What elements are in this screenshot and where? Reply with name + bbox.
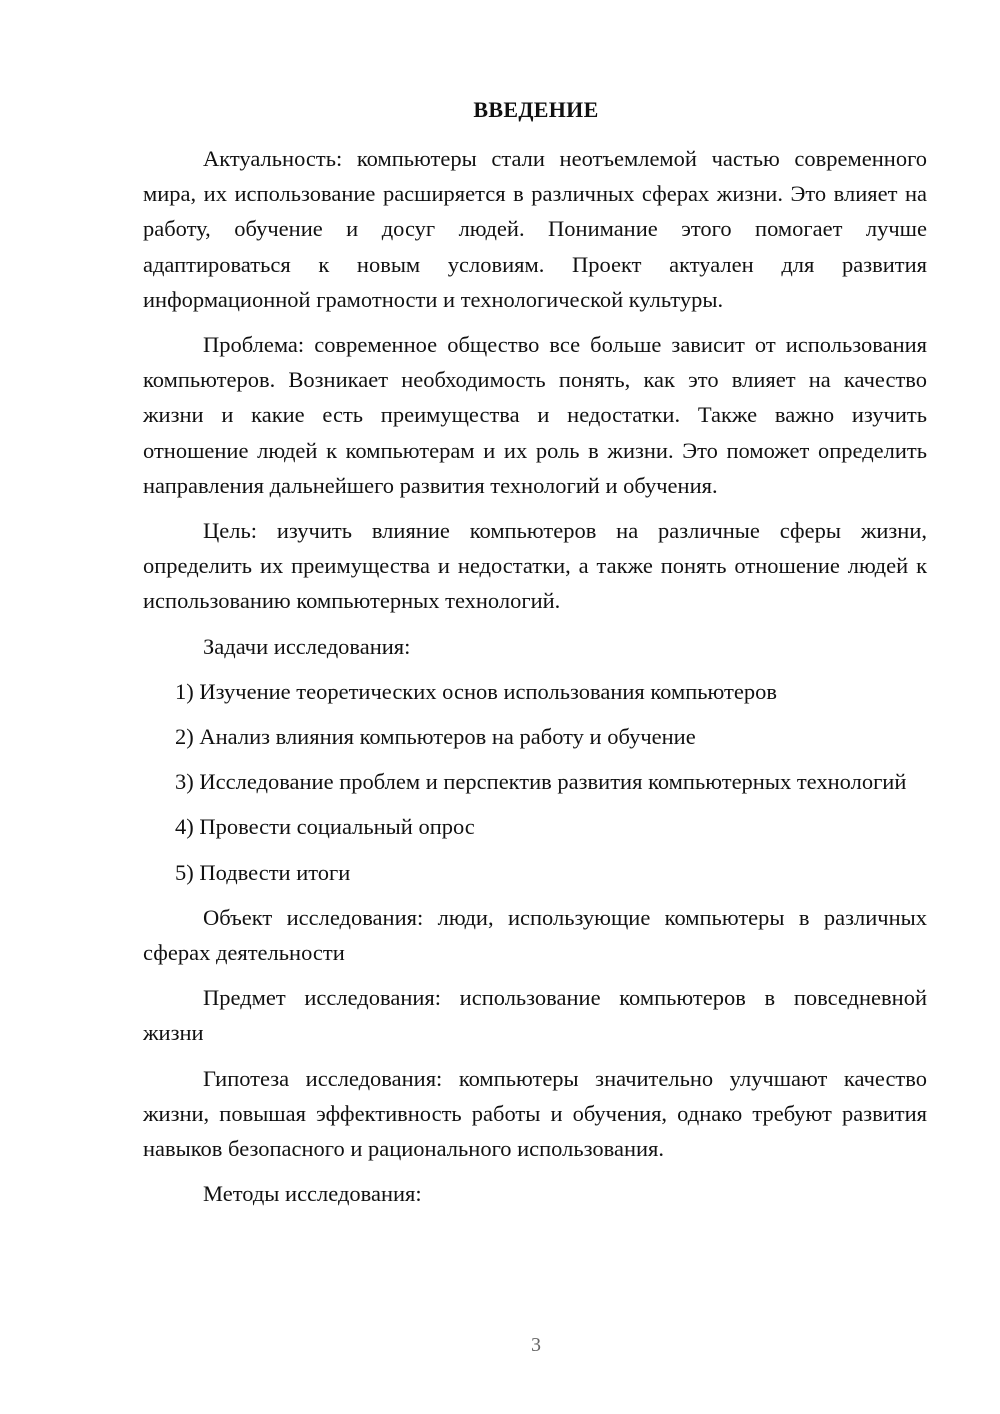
- document-body: [143, 141, 927, 1221]
- tasks-heading: Задачи исследования:: [203, 633, 411, 659]
- paragraph-actuality: Актуальность: компьютеры стали неотъемлемой частью современного мира, их использование расширяется в различных сферах жизни. Это влияет на работу, обучение и досуг людей. Понимание этого помогает лучше адаптироваться к новым условиям. Проект актуален для развития информационной грамотности и технологической культуры.: [143, 146, 927, 312]
- task-item-2: 2) Анализ влияния компьютеров на работу и обучение: [175, 724, 696, 750]
- task-item-4: 4) Провести социальный опрос: [175, 814, 475, 840]
- task-item-5: 5) Подвести итоги: [175, 859, 351, 885]
- paragraph-object: Объект исследования: люди, использующие компьютеры в различных сферах деятельности: [143, 904, 927, 966]
- page-title: ВВЕДЕНИЕ: [473, 97, 599, 122]
- paragraph-problem: Проблема: современное общество все больше зависит от использования компьютеров. Возникает необходимость понять, как это влияет на качество жизни и какие есть преимущества и недостатки. Также важно изучить отношение людей к компьютерам и их роль в жизни. Это поможет определить направления дальнейшего развития технологий и обучения.: [143, 332, 927, 498]
- task-item-1: 1) Изучение теоретических основ использования компьютеров: [175, 678, 777, 704]
- paragraph-subject: Предмет исследования: использование компьютеров в повседневной жизни: [143, 985, 927, 1046]
- task-item-3: 3) Исследование проблем и перспектив развития компьютерных технологий: [175, 769, 907, 795]
- methods-heading: Методы исследования:: [203, 1181, 422, 1207]
- paragraph-goal: Цель: изучить влияние компьютеров на различные сферы жизни, определить их преимущества и недостатки, а также понять отношение людей к использованию компьютерных технологий.: [143, 518, 927, 614]
- paragraph-hypothesis: Гипотеза исследования: компьютеры значительно улучшают качество жизни, повышая эффективность работы и обучения, однако требуют развития навыков безопасного и рационального использования.: [143, 1065, 927, 1162]
- page-number: 3: [531, 1334, 541, 1356]
